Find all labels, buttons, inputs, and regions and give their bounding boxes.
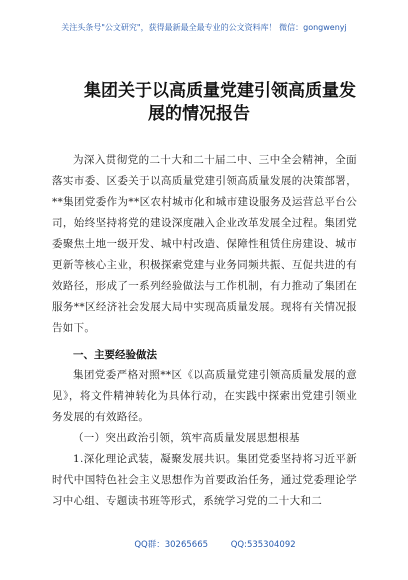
header-banner: 关注头条号"公文研究"，获得最新最全最专业的公文资料库！ 微信：gongwenyj (61, 23, 347, 32)
footer-qq-group: QQ群：30265665 (134, 540, 209, 550)
subsection-heading: （一）突出政治引领，筑牢高质量发展思想根基 (73, 432, 300, 444)
document-title (70, 80, 370, 126)
footer-contact (100, 538, 330, 550)
section-heading: 一、主要经验做法 (73, 349, 157, 361)
body-paragraph-2: 1.深化理论武装，凝聚发展共识。集团党委坚持将习近平新时代中国特色社会主义思想作为首要政治任务，通过党委理论学习中心组、专题读书班等形式，系统学习党的二十大和二 (52, 453, 357, 507)
body-paragraph: 集团党委严格对照**区《以高质量党建引领高质量发展的意见》，将文件精神转化为具体行动，在实践中探索出党建引领业务发展的有效路径。 (52, 369, 357, 423)
title-line-1: 集团关于以高质量党建引领高质量发 (84, 81, 356, 101)
footer-qq: QQ:535304092 (230, 540, 296, 550)
title-line-2: 展的情况报告 (148, 104, 250, 124)
intro-paragraph: 为深入贯彻党的二十大和二十届二中、三中全会精神，全面落实市委、区委关于以高质量党建引领高质量发展的决策部署，**集团党委作为**区农村城市化和城市建设服务及运营总平台公司，始终坚持将党的建设深度融入企业改革发展全过程。集团党委聚焦土地一级开发、城中村改造、保障性租赁住房建设、城市更新等核心主业，积极探索党建与业务同频共振、互促共进的有效路径，形成了一系列经验做法与工作机制，有力推动了集团在服务**区经济社会发展大局中实现高质量发展。现将有关情况报告如下。 (52, 154, 357, 334)
